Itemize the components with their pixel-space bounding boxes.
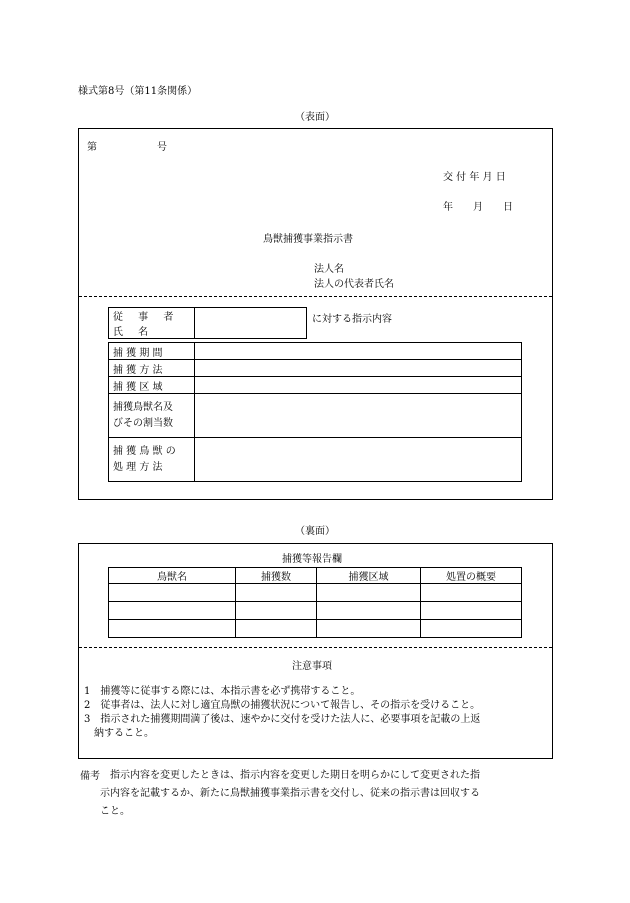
- front-side-label: （表面）: [295, 112, 335, 123]
- remarks-text: [100, 767, 480, 821]
- table-cell[interactable]: [236, 602, 317, 620]
- capture-period-field[interactable]: [195, 343, 522, 360]
- worker-name-label: 従 事 者 氏 名: [109, 308, 195, 339]
- worker-name-table: [108, 307, 307, 339]
- table-cell[interactable]: [421, 602, 522, 620]
- table-cell[interactable]: [236, 584, 317, 602]
- disposal-method-label: 捕 獲 鳥 獣 の 処 理 方 法: [109, 438, 195, 482]
- table-cell[interactable]: [421, 620, 522, 638]
- notes-title: 注意事項: [292, 661, 332, 672]
- report-table: [108, 567, 522, 638]
- table-row: [109, 394, 522, 438]
- capture-method-field[interactable]: [195, 360, 522, 377]
- table-header-row: [109, 568, 522, 584]
- form-number: 様式第8号（第11条関係）: [78, 86, 198, 97]
- representative-name-label: 法人の代表者氏名: [314, 279, 394, 290]
- number-suffix: 号: [157, 142, 167, 153]
- table-cell[interactable]: [109, 620, 236, 638]
- capture-area-field[interactable]: [195, 377, 522, 394]
- remarks-label: 備考: [80, 771, 100, 782]
- table-cell[interactable]: [109, 602, 236, 620]
- back-side-label: （裏面）: [295, 526, 335, 537]
- disposal-method-field[interactable]: [195, 438, 522, 482]
- issue-date-label: 交 付 年 月 日: [443, 172, 506, 183]
- report-section-title: 捕獲等報告欄: [282, 554, 342, 565]
- capture-period-label: 捕 獲 期 間: [109, 343, 195, 360]
- table-row: [109, 377, 522, 394]
- instruction-suffix: に対する指示内容: [312, 314, 392, 325]
- note-item: 1 捕獲等に従事する際には、本指示書を必ず携帯すること。: [84, 686, 361, 697]
- table-row: [109, 438, 522, 482]
- table-cell[interactable]: [317, 584, 421, 602]
- back-dashed-divider: [79, 647, 552, 648]
- table-cell[interactable]: [236, 620, 317, 638]
- table-row: [109, 584, 522, 602]
- issue-date-value: 年 月 日: [443, 202, 513, 213]
- species-quota-field[interactable]: [195, 394, 522, 438]
- notes-list: [84, 685, 480, 741]
- col-area: 捕獲区域: [317, 568, 421, 584]
- table-cell[interactable]: [421, 584, 522, 602]
- table-cell[interactable]: [109, 584, 236, 602]
- document-title: 鳥獣捕獲事業指示書: [263, 234, 353, 245]
- table-row: [109, 620, 522, 638]
- table-cell[interactable]: [317, 602, 421, 620]
- table-cell[interactable]: [317, 620, 421, 638]
- table-row: [109, 360, 522, 377]
- species-quota-label: 捕獲鳥獣名及 びその割当数: [109, 394, 195, 438]
- corporation-name-label: 法人名: [314, 264, 344, 275]
- worker-name-field[interactable]: [195, 308, 307, 339]
- capture-area-label: 捕 獲 区 域: [109, 377, 195, 394]
- col-species: 鳥獣名: [109, 568, 236, 584]
- note-item: 3 指示された捕獲期間満了後は、速やかに交付を受けた法人に、必要事項を記載の上返: [84, 714, 481, 725]
- capture-method-label: 捕 獲 方 法: [109, 360, 195, 377]
- note-item: 納すること。: [84, 728, 154, 739]
- number-prefix: 第: [87, 142, 97, 153]
- remarks-line: こと。: [100, 806, 130, 817]
- remarks-line: 指示内容を変更したときは、指示内容を変更した期日を明らかにして変更された指: [110, 770, 480, 781]
- col-count: 捕獲数: [236, 568, 317, 584]
- instruction-table: [108, 342, 522, 482]
- note-item: 2 従事者は、法人に対し適宜鳥獣の捕獲状況について報告し、その指示を受けること。: [84, 700, 481, 711]
- table-row: [109, 343, 522, 360]
- remarks-line: 示内容を記載するか、新たに鳥獣捕獲事業指示書を交付し、従来の指示書は回収する: [100, 788, 480, 799]
- front-dashed-divider: [79, 296, 552, 297]
- table-row: [109, 602, 522, 620]
- col-summary: 処置の概要: [421, 568, 522, 584]
